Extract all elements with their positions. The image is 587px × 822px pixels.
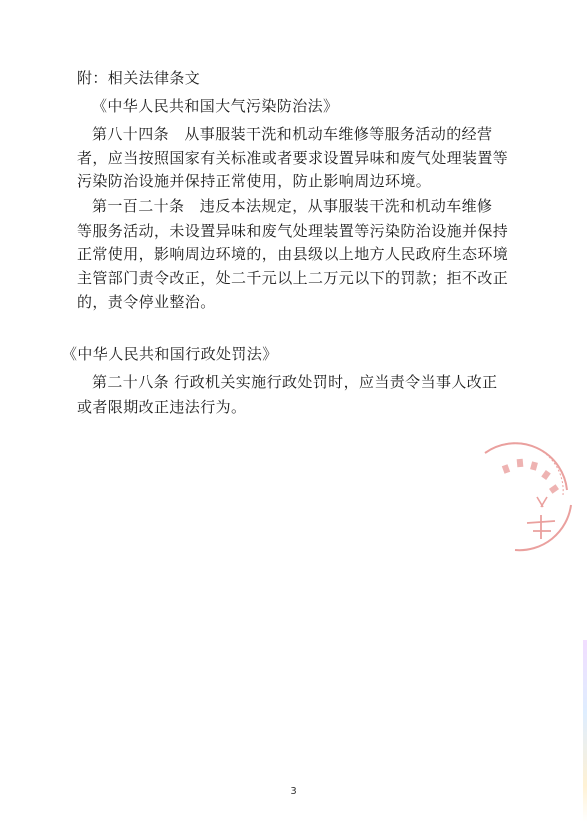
page-number: 3 <box>290 786 297 797</box>
article-120-line-5: 的，责令停业整治。 <box>77 293 216 311</box>
article-120-line-3: 正常使用，影响周边环境的，由县级以上地方人民政府生态环境 <box>77 245 509 263</box>
article-120-line-4: 主管部门责令改正，处二千元以上二万元以下的罚款；拒不改正 <box>77 269 509 287</box>
article-84-line-3: 污染防治设施并保持正常使用，防止影响周边环境。 <box>77 172 432 190</box>
law-title-air-pollution: 《中华人民共和国大气污染防治法》 <box>92 97 339 115</box>
attachment-heading: 附：相关法律条文 <box>77 69 201 87</box>
article-84-line-2: 者，应当按照国家有关标准或者要求设置异味和废气处理装置等 <box>77 149 509 167</box>
law-title-administrative-penalty: 《中华人民共和国行政处罚法》 <box>62 345 278 363</box>
official-seal-stamp <box>455 435 580 560</box>
article-120-line-2: 等服务活动，未设置异味和废气处理装置等污染防治设施并保持 <box>77 222 509 240</box>
article-84-line-1: 第八十四条 从事服装干洗和机动车维修等服务活动的经营 <box>92 125 493 143</box>
article-120-line-1: 第一百二十条 违反本法规定，从事服装干洗和机动车维修 <box>92 197 493 215</box>
scan-edge-artifact <box>583 640 587 822</box>
article-28-line-1: 第二十八条 行政机关实施行政处罚时，应当责令当事人改正 <box>92 373 498 391</box>
article-28-line-2: 或者限期改正违法行为。 <box>77 398 247 416</box>
